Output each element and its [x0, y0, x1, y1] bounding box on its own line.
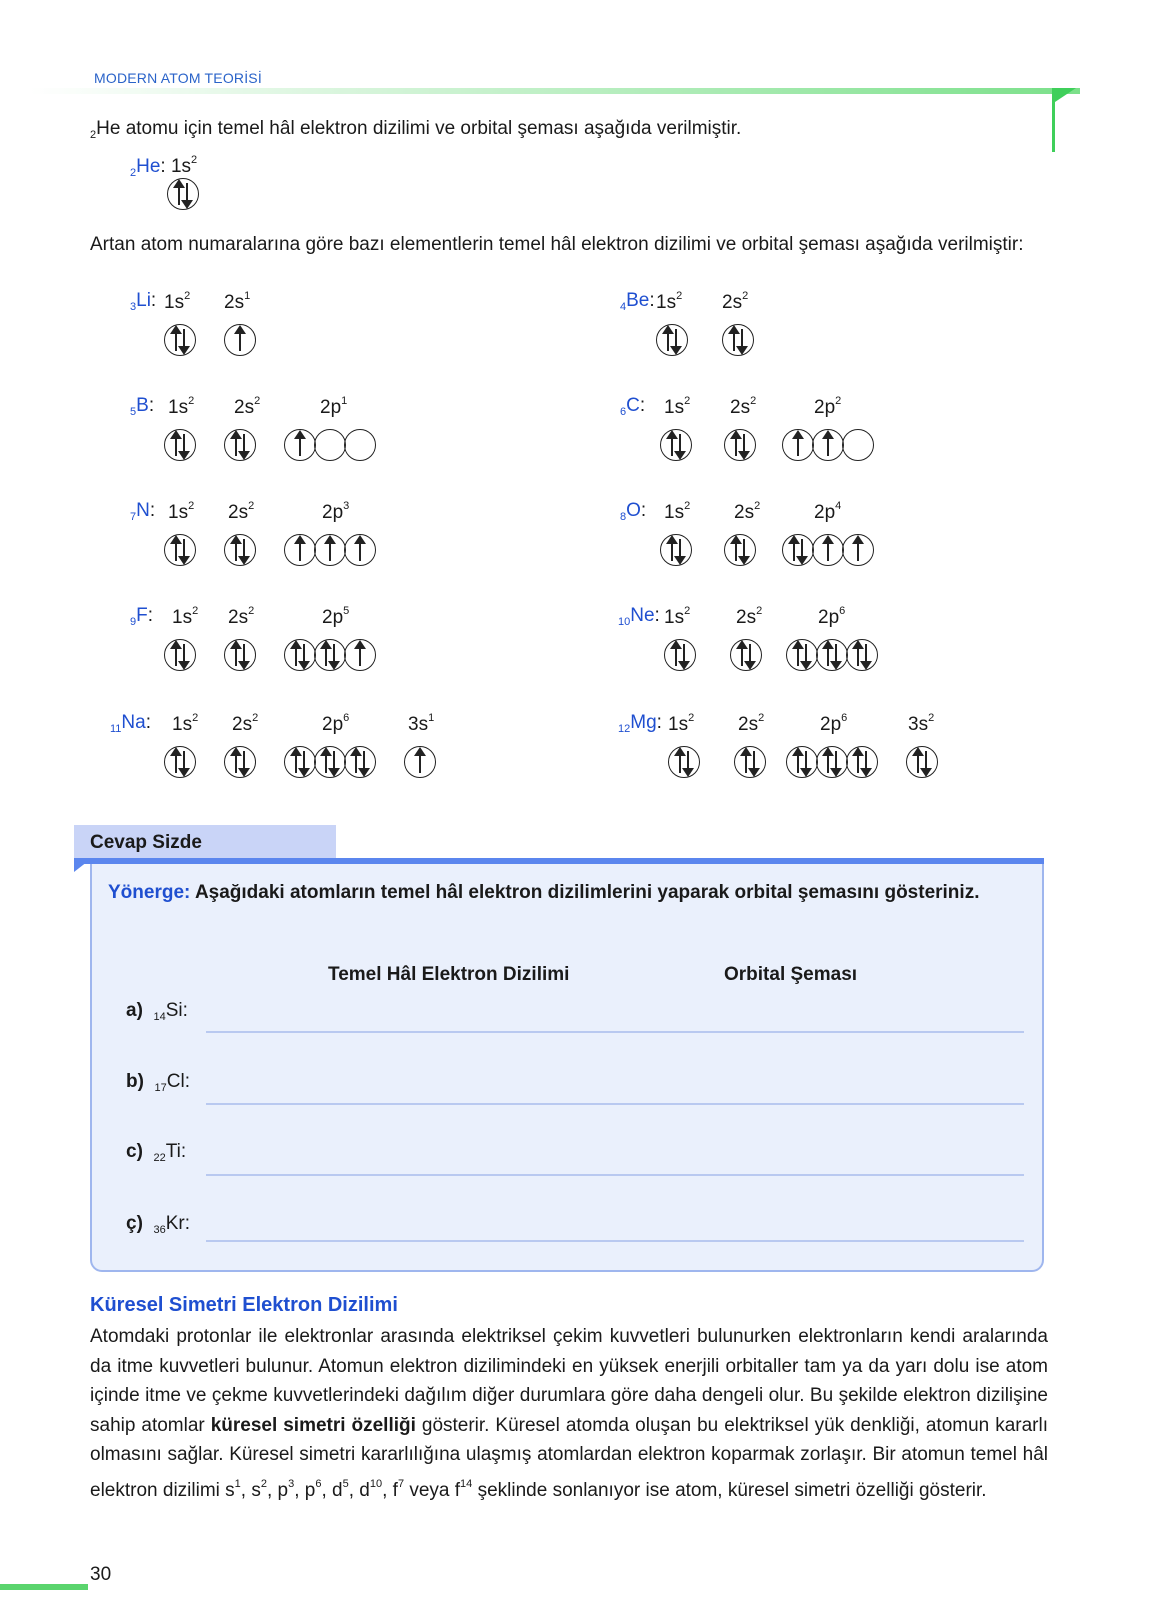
- item-c: c) $_{22}$Ti:: [126, 1141, 187, 1164]
- orbital-full: [846, 746, 878, 778]
- orbital-empty: [344, 429, 376, 461]
- subshell-label: $2s^2$: [722, 290, 749, 313]
- orbital-full: [164, 324, 196, 356]
- subshell-label: $2s^2$: [228, 605, 255, 628]
- answer-notch: [74, 858, 92, 872]
- orbital-full: [314, 639, 346, 671]
- footer-rule: [0, 1584, 88, 1590]
- orbital-full: [314, 746, 346, 778]
- subshell-label: $2p^2$: [814, 395, 842, 418]
- orbital-full: [722, 324, 754, 356]
- orbital-half: [782, 429, 814, 461]
- section-title: MODERN ATOM TEORİSİ: [94, 70, 262, 86]
- element-symbol-o: $_8$O:: [620, 500, 647, 523]
- subshell-label: $2s^2$: [730, 395, 757, 418]
- element-symbol-be: $_4$Be:: [620, 290, 655, 313]
- orbital-full: [660, 429, 692, 461]
- subshell-label: $1s^2$: [168, 500, 195, 523]
- orbital-full: [786, 746, 818, 778]
- header-flag: [1052, 88, 1076, 104]
- orbital-full: [164, 534, 196, 566]
- subshell-label: $2p^1$: [320, 395, 348, 418]
- subshell-label: $1s^2$: [664, 605, 691, 628]
- element-symbol-mg: $_{12}$Mg:: [618, 712, 662, 735]
- subshell-label: $1s^2$: [164, 290, 191, 313]
- subshell-label: $1s^2$: [168, 395, 195, 418]
- orbital-full: [164, 639, 196, 671]
- orbital-full: [816, 746, 848, 778]
- orbital-full: [730, 639, 762, 671]
- yonerge: Yönerge: Aşağıdaki atomların temel hâl elektron dizilimlerini yaparak orbital şemasını gösteriniz.: [108, 882, 980, 903]
- intro-he-sentence: $_2$He atomu için temel hâl elektron dizilimi ve orbital şeması aşağıda verilmiştir.: [90, 118, 742, 141]
- section-heading: Küresel Simetri Elektron Dizilimi: [90, 1294, 398, 1316]
- orbital-half: [284, 429, 316, 461]
- subshell-label: $2s^1$: [224, 290, 251, 313]
- subshell-label: $1s^2$: [656, 290, 683, 313]
- orbital-full: [284, 639, 316, 671]
- subshell-label: $2s^2$: [228, 500, 255, 523]
- subshell-label: $1s^2$: [172, 712, 199, 735]
- orbital-full: [284, 746, 316, 778]
- column-header-orbital: Orbital Şeması: [724, 964, 858, 985]
- item-cc: ç) $_{36}$Kr:: [126, 1213, 190, 1236]
- subshell-label: $2p^6$: [820, 712, 848, 735]
- answer-line-cc[interactable]: [206, 1240, 1024, 1242]
- orbital-full: [664, 639, 696, 671]
- paragraph-intro: Artan atom numaralarına göre bazı elementlerin temel hâl elektron dizilimi ve orbital şeması aşağıda verilmiştir:: [90, 234, 1024, 255]
- subshell-label: $1s^2$: [664, 395, 691, 418]
- subshell-label: $2s^2$: [232, 712, 259, 735]
- orbital-full: [724, 534, 756, 566]
- orbital-half: [842, 534, 874, 566]
- orbital-half: [224, 324, 256, 356]
- orbital-full: [656, 324, 688, 356]
- element-symbol-li: $_3$Li:: [130, 290, 157, 313]
- orbital-half: [812, 534, 844, 566]
- orbital-full: [786, 639, 818, 671]
- orbital-half: [344, 534, 376, 566]
- subshell-label: $2p^6$: [322, 712, 350, 735]
- orbital-half: [344, 639, 376, 671]
- orbital-full: [164, 746, 196, 778]
- element-symbol-n: $_7$N:: [130, 500, 156, 523]
- orbital-full: [224, 639, 256, 671]
- orbital-full: [782, 534, 814, 566]
- orbital-full: [906, 746, 938, 778]
- subshell-label: $3s^2$: [908, 712, 935, 735]
- item-a: a) $_{14}$Si:: [126, 1000, 188, 1023]
- orbital-half: [404, 746, 436, 778]
- subshell-label: $2s^2$: [738, 712, 765, 735]
- subshell-label: $1s^2$: [664, 500, 691, 523]
- column-header-config: Temel Hâl Elektron Dizilimi: [328, 964, 570, 985]
- orbital-full: [816, 639, 848, 671]
- header-rule: [30, 88, 1080, 94]
- orbital-full: [846, 639, 878, 671]
- answer-top-rule: [74, 858, 1044, 864]
- element-symbol-na: $_{11}$Na:: [110, 712, 151, 735]
- orbital-full: [224, 746, 256, 778]
- subshell-label: $2s^2$: [736, 605, 763, 628]
- element-symbol-c: $_6$C:: [620, 395, 646, 418]
- subshell-label: $2p^5$: [322, 605, 350, 628]
- subshell-label: $1s^2$: [172, 605, 199, 628]
- orbital-empty: [842, 429, 874, 461]
- header-vertical-rule: [1052, 94, 1055, 152]
- answer-line-c[interactable]: [206, 1174, 1024, 1176]
- element-symbol-ne: $_{10}$Ne:: [618, 605, 660, 628]
- orbital-full: [224, 429, 256, 461]
- orbital-half: [812, 429, 844, 461]
- he-config: $_2$He: $1s^2$: [130, 154, 198, 179]
- orbital-empty: [314, 429, 346, 461]
- subshell-label: $2p^4$: [814, 500, 842, 523]
- orbital-full: [724, 429, 756, 461]
- orbital-full: [344, 746, 376, 778]
- answer-line-b[interactable]: [206, 1103, 1024, 1105]
- subshell-label: $2p^3$: [322, 500, 350, 523]
- subshell-label: $1s^2$: [668, 712, 695, 735]
- subshell-label: $2s^2$: [234, 395, 261, 418]
- answer-line-a[interactable]: [206, 1031, 1024, 1033]
- orbital-full: [660, 534, 692, 566]
- item-b: b) $_{17}$Cl:: [126, 1071, 190, 1094]
- orbital-full: [668, 746, 700, 778]
- answer-tab: Cevap Sizde: [74, 825, 336, 861]
- answer-box: [90, 862, 1044, 1272]
- orbital-full: [734, 746, 766, 778]
- orbital-full: [164, 429, 196, 461]
- orbital-half: [284, 534, 316, 566]
- subshell-label: $2p^6$: [818, 605, 846, 628]
- element-symbol-b: $_5$B:: [130, 395, 155, 418]
- kuresel-paragraph: Atomdaki protonlar ile elektronlar arasında elektriksel çekim kuvvetleri bulunurken elektronların kendi aralarında da itme kuvvetleri bulunur. Atomun elektron dizilimindeki en yüksek enerjili orbitaller tam ya da yarı dolu ise atom içinde itme ve çekme kuvvetlerindeki dağılım diğer durumlara göre daha dengeli olur. Bu şekilde elektron dizilişine sahip atomlar küresel simetri özelliği gösterir. Küresel atomda oluşan bu elektriksel yük denkliği, atomun kararlı olmasını sağlar. Küresel simetri kararlılığına ulaşmış atomlardan elektron koparmak zorlaşır. Bir atomun temel hâl elektron dizilimi $s^1$, $s^2$, $p^3$, $p^6$, $d^5$, $d^{10}$, $f^7$ veya $f^{14}$ şeklinde sonlanıyor ise atom, küresel simetri özelliği gösterir.: [90, 1326, 1048, 1501]
- page-number: 30: [90, 1564, 112, 1585]
- orbital-half: [314, 534, 346, 566]
- orbital-full: [224, 534, 256, 566]
- orbital-full: [167, 178, 199, 210]
- element-symbol-f: $_9$F:: [130, 605, 154, 628]
- subshell-label: $3s^1$: [408, 712, 435, 735]
- subshell-label: $2s^2$: [734, 500, 761, 523]
